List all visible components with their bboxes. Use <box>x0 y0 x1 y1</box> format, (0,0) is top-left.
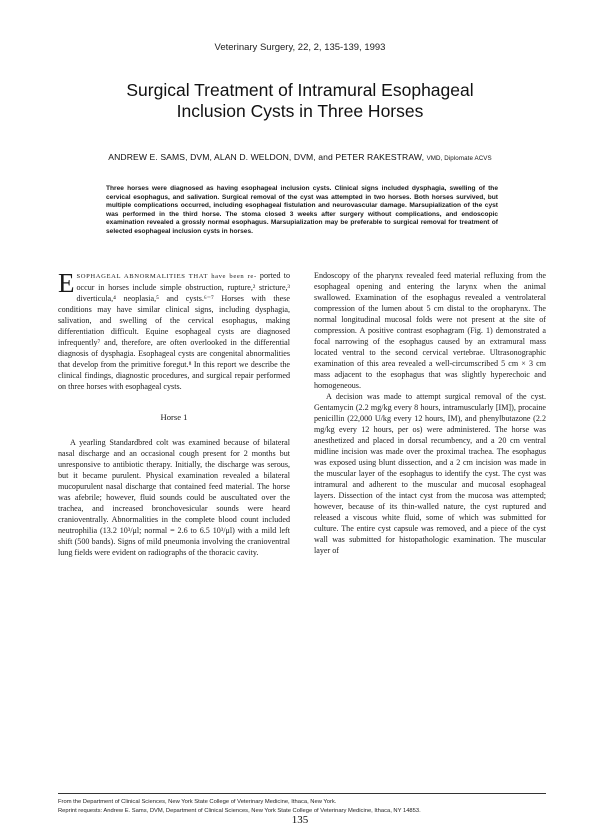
authors-suffix: VMD, Diplomate ACVS <box>426 155 492 162</box>
drop-cap: E <box>58 268 75 298</box>
abstract: Three horses were diagnosed as having esophageal inclusion cysts. Clinical signs included dysphagia, swelling of the cervical esophagus, and salivation. Surgical removal of the cyst was attempted in two horses. Both horses survived, but multiple complications occurred, including esophageal fistulation and neurovascular damage. Marsupialization of the cyst was performed in the third horse. The stoma closed 3 weeks after surgery without complications, and endoscopic examination revealed a grossly normal esophagus. Marsupialization may be preferable to surgical removal for treatment of selected esophageal inclusion cysts in horses. <box>106 185 498 235</box>
left-column <box>58 270 290 558</box>
intro-text: ported to occur in horses include simple obstruction, rupture,² stricture,³ diverticula,⁴ neoplasia,⁵ and cysts.⁶⁻⁷ Horses with these conditions may have similar clinical signs, including dysphagia, salivation, and swelling of the cervical esophagus, making differentiation difficult. Equine esophageal cysts are diagnosed infrequently⁷ and, therefore, are often overlooked in the differential diagnosis of dysphagia. Esophageal cysts are congenital abnormalities that develop from the primitive foregut.⁸ In this report we describe the clinical findings, diagnostic procedures, and surgical repair performed on three horses with esophageal cysts. <box>58 271 290 391</box>
right-column <box>314 270 546 556</box>
authors-main: ANDREW E. SAMS, DVM, ALAN D. WELDON, DVM, and PETER RAKESTRAW, <box>108 152 425 162</box>
horse1-paragraph: A yearling Standardbred colt was examined because of bilateral nasal discharge and an occasional cough present for 2 months but unresponsive to antibiotic therapy. Initially, the discharge was serous, but it became purulent. Physical examination revealed a bilateral mucopurulent nasal discharge that contained feed material. The horse was afebrile; however, fluid sounds could be auscultated over the trachea, and increased bronchovesicular sounds were heard cranioventrally. Abnormalities in the complete blood count included neutrophilia (13.2 10³/μl; normal = 2.6 to 6.5 10³/μl) with a mild left shift (500 bands). Signs of mild pneumonia involving the cranioventral lung fields were evident on radiographs of the thoracic cavity. <box>58 438 290 557</box>
page-number: 135 <box>291 814 309 826</box>
section-heading: Horse 1 <box>160 412 188 422</box>
intro-paragraph <box>58 270 290 392</box>
footnotes <box>58 798 546 815</box>
title-line-1: Surgical Treatment of Intramural Esophageal <box>126 80 474 100</box>
article-title <box>60 80 540 122</box>
reprint-footnote: Reprint requests: Andrew E. Sams, DVM, Department of Clinical Sciences, New York State College of Veterinary Medicine, Ithaca, NY 14853. <box>58 807 421 814</box>
endoscopy-paragraph: Endoscopy of the pharynx revealed feed material refluxing from the esophageal opening and entering the larynx when the animal swallowed. Examination of the esophagus revealed a ventrolateral compression of the lumen about 5 cm distal to the oropharynx. The normal longitudinal mucosal folds were not present at the site of compression. A positive contrast esophagram (Fig. 1) demonstrated a focal narrowing of the esophagus caused by an extramural mass located ventral to the second cervical vertebrae. Ultrasonographic examination of this area revealed a well-circumscribed 5 cm × 3 cm mass adjacent to the esophagus that was slightly hyperechoic and homogeneous. <box>314 271 546 390</box>
author-list <box>40 152 560 162</box>
affiliation-footnote: From the Department of Clinical Sciences, New York State College of Veterinary Medicine, Ithaca, New York. <box>58 799 337 805</box>
intro-smallcaps: SOPHAGEAL ABNORMALITIES THAT have been re- <box>76 273 257 280</box>
footnote-rule <box>58 793 546 794</box>
surgery-paragraph: A decision was made to attempt surgical removal of the cyst. Gentamycin (2.2 mg/kg every 8 hours, intramuscularly [IM]), procaine penicillin (22,000 U/kg every 12 hours, IM), and phenylbutazone (2.2 mg/kg every 12 hours, per os) were administered. The horse was anesthetized and placed in dorsal recumbency, and a 20 cm ventral midline incision was made over the proximal trachea. The esophagus was exposed using blunt dissection, and a 2 cm incision was made in the muscular layer of the esophagus to identify the cyst. The cyst was intramural and adherent to the muscular and mucosal esophageal layers. Dissection of the intact cyst from the mucosa was attempted; however, because of its thin-walled nature, the cyst ruptured and released a viscous white fluid, some of which was submitted for culture. The entire cyst capsule was removed, and a piece of the cyst wall was submitted for histopathologic examination. The muscular layer of <box>314 392 546 555</box>
title-line-2: Inclusion Cysts in Three Horses <box>176 101 424 121</box>
journal-header: Veterinary Surgery, 22, 2, 135-139, 1993 <box>214 42 386 53</box>
